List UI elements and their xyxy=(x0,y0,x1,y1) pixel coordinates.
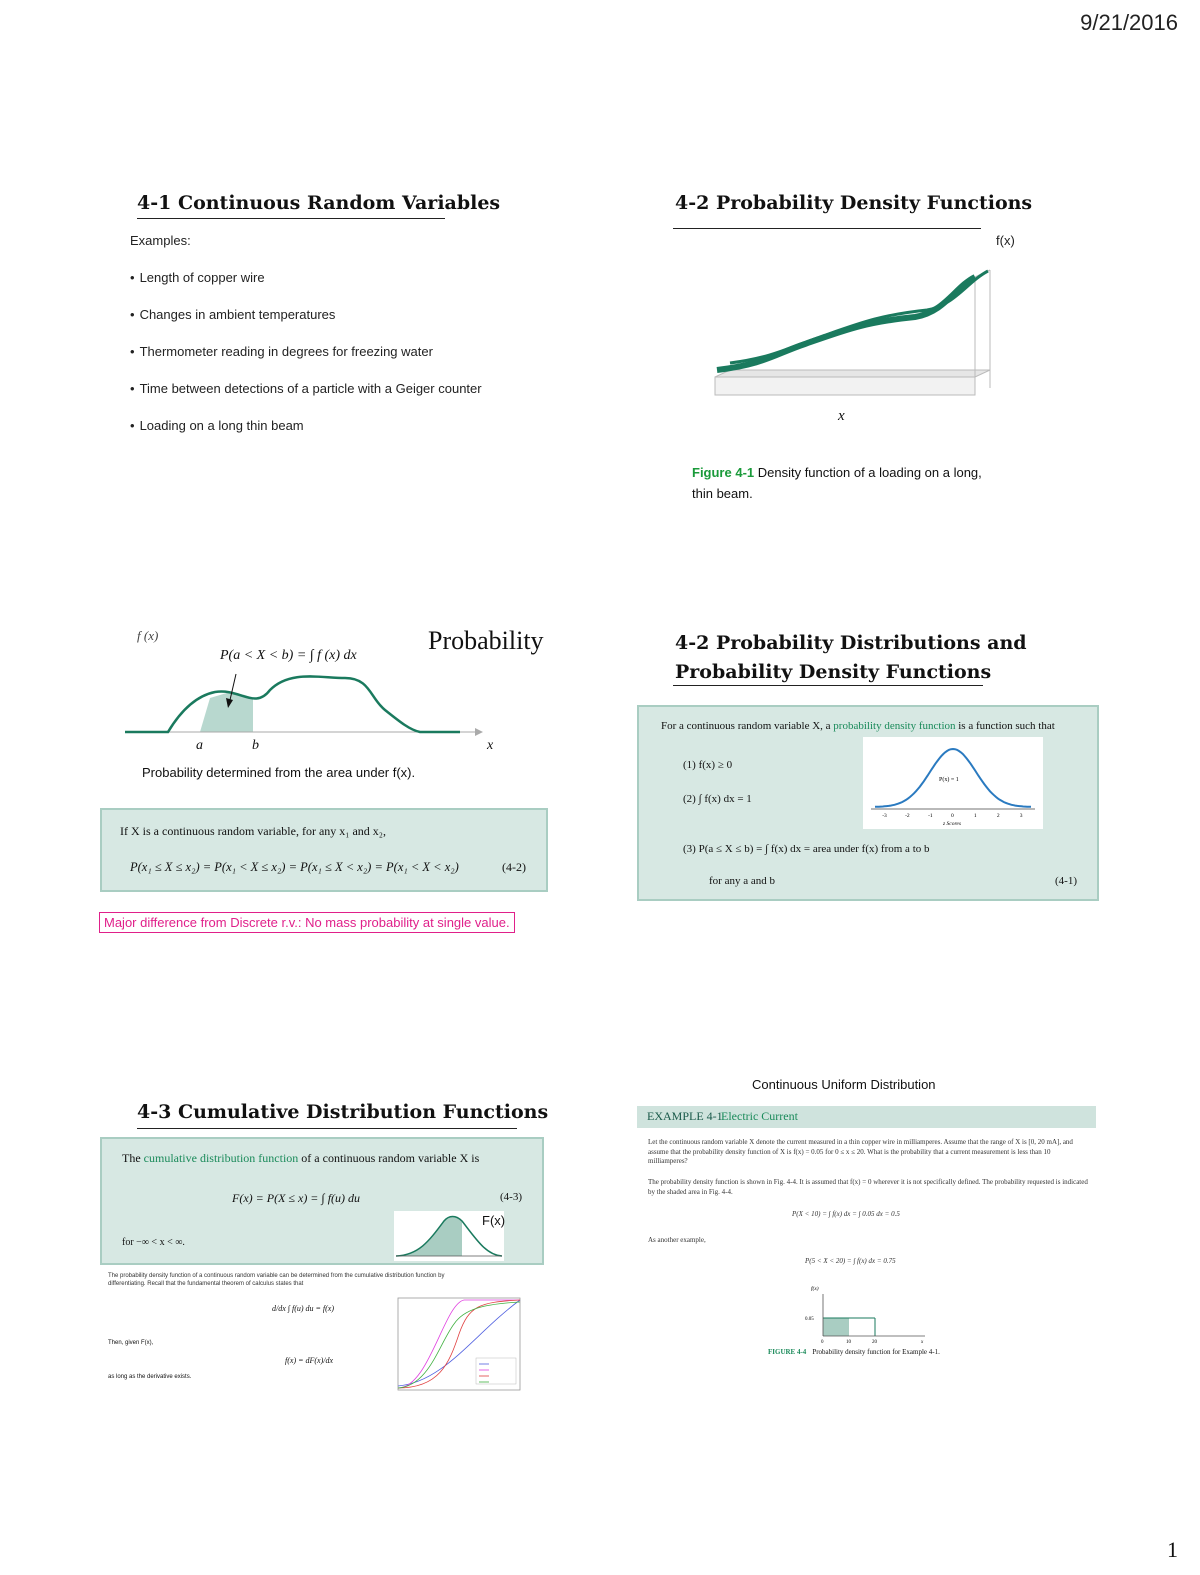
slide5-as-long-as: as long as the derivative exists. xyxy=(108,1374,192,1380)
cdf-intro: The cumulative distribution function of a continuous random variable X is xyxy=(122,1151,480,1165)
example-title: Electric Current xyxy=(721,1109,798,1123)
cdf-eq-number: (4-3) xyxy=(500,1191,522,1203)
slide3-theorem-box xyxy=(100,808,548,892)
slide5-derivative: f(x) = dF(x)/dx xyxy=(285,1356,334,1365)
for-any-text: for any a and b xyxy=(709,875,775,887)
cdf-curves-figure xyxy=(384,1294,526,1404)
slide5-title: 4-3 Cumulative Distribution Functions xyxy=(137,1101,549,1123)
slide3-big-label: Probability xyxy=(428,626,544,655)
curve-tick-label: -1 xyxy=(928,813,933,819)
cdf-formula: F(x) = P(X ≤ x) = ∫ f(u) du xyxy=(232,1191,361,1205)
definition-eq-number: (4-1) xyxy=(1055,875,1077,887)
list-item: • Loading on a long thin beam xyxy=(130,418,482,433)
slide5-note-formula: d/dx ∫ f(u) du = f(x) xyxy=(272,1304,335,1313)
cdf-highlight: cumulative distribution function xyxy=(143,1151,299,1165)
uniform-x-tick: 0 xyxy=(821,1340,824,1345)
slide3-label-x: x xyxy=(487,738,494,753)
curve-tick-label: -2 xyxy=(905,813,910,819)
slide1-bullet-list xyxy=(130,270,482,455)
uniform-x-tick: 10 xyxy=(846,1340,851,1345)
slide5-note: The probability density function of a continuous random variable can be determined from the cumulative distribution function by differentiating. Recall that the fundamental theorem of calculus states that xyxy=(108,1273,445,1287)
slide3-caption: Probability determined from the area under f(x). xyxy=(142,765,416,780)
curve-label: P(x) = 1 xyxy=(939,777,959,783)
list-item: • Length of copper wire xyxy=(130,270,482,285)
slide1-title: 4-1 Continuous Random Variables xyxy=(137,192,501,214)
curve-axis-label: z Scores xyxy=(943,821,961,827)
figure-label: Figure 4-1 xyxy=(692,465,755,480)
slide2-caption xyxy=(692,462,1052,504)
density-beam-figure xyxy=(705,262,1005,432)
curve-tick-label: -3 xyxy=(882,813,887,819)
slide1-intro: Examples: xyxy=(130,233,191,248)
page-date: 9/21/2016 xyxy=(1080,10,1178,35)
condition-3: (3) P(a ≤ X ≤ b) = ∫ f(x) dx = area under f(x) from a to b xyxy=(683,843,930,855)
definition-intro: For a continuous random variable X, a probability density function is a function such that xyxy=(661,720,1055,732)
curve-tick-label: 0 xyxy=(951,813,954,819)
normal-curve-figure xyxy=(863,737,1043,829)
uniform-y-tick: 0.05 xyxy=(805,1317,814,1322)
condition-2: (2) ∫ f(x) dx = 1 xyxy=(683,793,752,805)
slide2-title-rule xyxy=(673,228,981,229)
theorem-formula: P(x₁ ≤ X ≤ x₂) = P(x₁ < X ≤ x₂) = P(x₁ ≤ X < x₂) = P(x₁ < X < x₂) xyxy=(130,860,459,874)
list-item: • Time between detections of a particle with a Geiger counter xyxy=(130,381,482,396)
slide3-fx-label: f (x) xyxy=(137,628,159,643)
slide4-title-line2: Probability Density Functions xyxy=(675,661,992,683)
curve-tick-label: 2 xyxy=(996,813,1000,819)
uniform-x-tick: 20 xyxy=(872,1340,877,1345)
slide3-formula: P(a < X < b) = ∫ f (x) dx xyxy=(220,648,357,663)
cdf-fx-label: F(x) xyxy=(482,1213,506,1228)
uniform-density-figure xyxy=(795,1284,935,1346)
example-paragraph-2: The probability density function is shown in Fig. 4-4. It is assumed that f(x) = 0 wherever it is not specifically defined. The probability requested is indicated by the shaded area in Fig. 4-4. xyxy=(648,1178,1088,1196)
slide4-title-line1: 4-2 Probability Distributions and xyxy=(675,632,1027,654)
slide2-axis-y: f(x) xyxy=(996,233,1015,248)
slide5-cdf-box xyxy=(100,1137,544,1265)
example-paragraph-1: Let the continuous random variable X denote the current measured in a thin copper wire in milliamperes. Assume that the range of X is [0, 20 mA], and assume that the probability density function of X is f(x) = 0.05 for 0 ≤ x ≤ 20. What is the probability that a current measurement is less than 10 milliamperes? xyxy=(648,1138,1073,1165)
slide1-title-rule xyxy=(137,218,445,219)
slide6-heading: Continuous Uniform Distribution xyxy=(752,1077,936,1092)
slide3-label-b: b xyxy=(252,738,259,753)
slide5-then-given: Then, given F(x), xyxy=(108,1340,154,1346)
example-another: As another example, xyxy=(648,1236,706,1244)
definition-highlight: probability density function xyxy=(833,720,956,732)
slide5-title-rule xyxy=(137,1128,517,1129)
curve-tick-label: 3 xyxy=(1019,813,1023,819)
uniform-fx-label: f(x) xyxy=(811,1286,819,1292)
condition-1: (1) f(x) ≥ 0 xyxy=(683,759,733,771)
example-label: EXAMPLE 4-1 xyxy=(647,1109,723,1123)
uniform-figure-caption: FIGURE 4-4 Probability density function for Example 4-1. xyxy=(768,1348,940,1356)
probability-area-figure xyxy=(120,660,500,760)
example-banner xyxy=(637,1106,1096,1128)
slide2-axis-x: x xyxy=(838,408,845,424)
cdf-range: for −∞ < x < ∞. xyxy=(122,1237,185,1248)
example-eq-1: P(X < 10) = ∫ f(x) dx = ∫ 0.05 dx = 0.5 xyxy=(792,1210,900,1218)
discrete-difference-note: Major difference from Discrete r.v.: No mass probability at single value. xyxy=(99,912,515,933)
slide3-label-a: a xyxy=(196,738,203,753)
theorem-eq-number: (4-2) xyxy=(502,860,526,874)
slide4-definition-box xyxy=(637,705,1099,901)
example-eq-2: P(5 < X < 20) = ∫ f(x) dx = 0.75 xyxy=(805,1257,896,1265)
slide2-title: 4-2 Probability Density Functions xyxy=(675,192,1033,214)
caption-text: Density function of a loading on a long, xyxy=(754,465,982,480)
slide4-title-rule xyxy=(673,685,983,686)
curve-tick-label: 1 xyxy=(973,813,977,819)
list-item: • Changes in ambient temperatures xyxy=(130,307,482,322)
caption-text-2: thin beam. xyxy=(692,486,753,501)
list-item: • Thermometer reading in degrees for freezing water xyxy=(130,344,482,359)
page-number: 1 xyxy=(1167,1537,1178,1562)
uniform-x-tick: x xyxy=(921,1340,924,1345)
theorem-intro: If X is a continuous random variable, for any x₁ and x₂, xyxy=(120,824,386,838)
